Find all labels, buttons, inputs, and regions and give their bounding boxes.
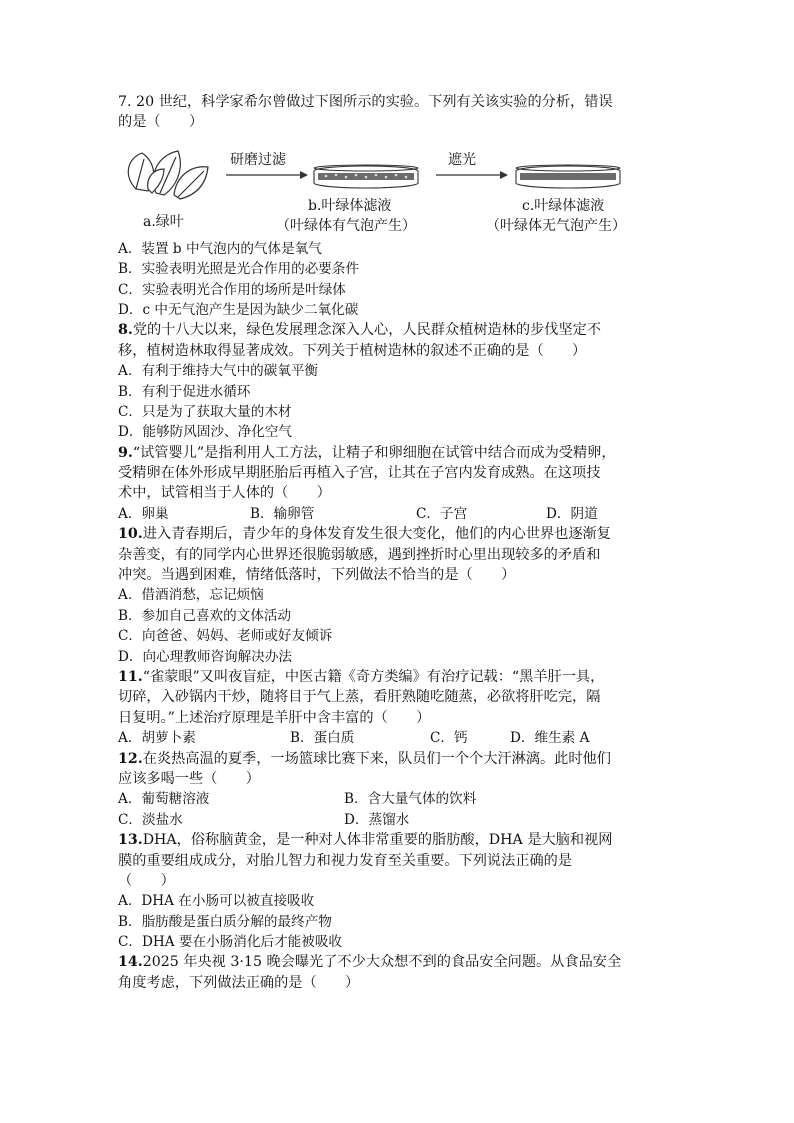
q13-stem-cont: 膜的重要组成成分，对胎儿智力和视力发育至关重要。下列说法正确的是	[118, 852, 573, 869]
q9-stem	[118, 443, 688, 463]
q9-options	[118, 504, 688, 524]
q9-option-a: A．卵巢	[118, 505, 169, 522]
q9-stem-cont-2: 术中，试管相当于人体的（ ）	[118, 485, 331, 502]
q13-option-b: B．脂肪酸是蛋白质分解的最终产物	[118, 913, 332, 930]
q13-number: 13.	[118, 832, 143, 849]
q10-stem-cont-2: 冲突。当遇到困难，情绪低落时，下列做法不恰当的是（ ）	[118, 567, 516, 584]
q7-stem-cont: 的是（ ）	[118, 114, 204, 131]
q14-stem	[118, 952, 688, 972]
q13-stem	[118, 830, 688, 850]
q12-stem	[118, 749, 688, 769]
petri-dish-b-icon	[314, 165, 418, 188]
q9-option-b: B．输卵管	[250, 505, 315, 522]
dish-c-label: c.叶绿体滤液	[522, 197, 605, 214]
q9-option-c: C．子宫	[416, 505, 468, 522]
q8-stem-cont: 移，植树造林取得显著成效。下列关于植树造林的叙述不正确的是（ ）	[118, 342, 587, 359]
q13-stem-text: DHA，俗称脑黄金，是一种对人体非常重要的脂肪酸，DHA 是大脑和视网	[142, 832, 613, 849]
q8-stem	[118, 320, 688, 340]
q10-stem	[118, 524, 688, 544]
leaf-label: a.绿叶	[143, 213, 184, 230]
q10-option-a: A．借酒消愁，忘记烦恼	[118, 587, 264, 604]
q11-stem-cont-2: 日复明。”上述治疗原理是羊肝中含丰富的（ ）	[118, 709, 431, 726]
q11-stem	[118, 667, 688, 687]
dish-c-note: （叶绿体无气泡产生）	[486, 217, 626, 234]
q13-stem-cont-2: （ ）	[118, 872, 175, 889]
q11-option-d: D．维生素 A	[510, 730, 590, 747]
q8-option-d: D．能够防风固沙、净化空气	[118, 424, 293, 441]
q7-option-a: A．装置 b 中气泡内的气体是氧气	[118, 240, 322, 257]
q10-option-d: D．向心理教师咨询解决办法	[118, 648, 293, 665]
q14-stem-cont: 角度考虑，下列做法正确的是（ ）	[118, 974, 360, 991]
q11-options	[118, 728, 688, 748]
arrow-2-label: 遮光	[448, 151, 476, 168]
q12-number: 12.	[118, 750, 143, 767]
q8-option-c: C．只是为了获取大量的木材	[118, 403, 292, 420]
q11-option-c: C．钙	[430, 730, 468, 747]
q11-stem-text: “雀蒙眼”又叫夜盲症，中医古籍《奇方类编》有治疗记载：“黑羊肝一具，	[142, 668, 605, 685]
q11-stem-cont: 切碎，入砂锅内干炒，随将目于气上蒸，看肝熟随吃随蒸，必欲将肝吃完，隔	[118, 689, 601, 706]
q12-option-d: D．蒸馏水	[344, 811, 410, 828]
q7-stem: 7. 20 世纪，科学家希尔曾做过下图所示的实验。下列有关该实验的分析，错误	[118, 94, 613, 110]
green-leaves-icon	[128, 151, 208, 199]
q11-number: 11.	[118, 668, 143, 685]
q9-stem-cont: 受精卵在体外形成早期胚胎后再植入子宫，让其在子宫内发育成熟。在这项技	[118, 465, 601, 482]
q8-stem-text: 党的十八大以来，绿色发展理念深入人心，人民群众植树造林的步伐坚定不	[132, 322, 602, 339]
q13-option-a: A．DHA 在小肠可以被直接吸收	[118, 893, 315, 910]
q8-option-a: A．有利于维持大气中的碳氧平衡	[118, 363, 319, 380]
q7-option-b: B．实验表明光照是光合作用的必要条件	[118, 261, 360, 278]
q12-options-row-2	[118, 810, 688, 830]
arrow-1-label: 研磨过滤	[230, 151, 286, 168]
q14-stem-text: 2025 年央视 3·15 晚会曝光了不少大众想不到的食品安全问题。从食品安全	[142, 954, 622, 971]
hill-experiment-diagram	[118, 137, 688, 235]
petri-dish-c-icon	[516, 165, 620, 188]
q7-option-c: C．实验表明光合作用的场所是叶绿体	[118, 281, 346, 298]
q14-number: 14.	[118, 954, 143, 971]
q10-option-b: B．参加自己喜欢的文体活动	[118, 607, 292, 624]
q8-option-b: B．有利于促进水循环	[118, 383, 251, 400]
q12-option-c: C．淡盐水	[118, 811, 183, 828]
worksheet	[118, 92, 688, 993]
q13-option-c: C．DHA 要在小肠消化后才能被吸收	[118, 934, 343, 951]
q9-option-d: D．阴道	[546, 505, 598, 522]
q10-option-c: C．向爸爸、妈妈、老师或好友倾诉	[118, 628, 333, 645]
q10-number: 10.	[118, 526, 143, 543]
q12-stem-text: 在炎热高温的夏季，一场篮球比赛下来，队员们一个个大汗淋漓。此时他们	[142, 750, 611, 767]
q10-stem-text: 进入青春期后，青少年的身体发育发生很大变化，他们的内心世界也逐渐复	[142, 526, 611, 543]
dish-b-note: （叶绿体有气泡产生）	[276, 217, 416, 234]
q12-option-a: A．葡萄糖溶液	[118, 791, 210, 808]
q12-options-row-1	[118, 789, 688, 809]
q11-option-b: B．蛋白质	[290, 730, 355, 747]
q11-option-a: A．胡萝卜素	[118, 730, 196, 747]
q9-number: 9.	[118, 444, 133, 461]
q10-stem-cont: 杂善变，有的同学内心世界还很脆弱敏感，遇到挫折时心里出现较多的矛盾和	[118, 546, 601, 563]
q8-number: 8.	[118, 322, 133, 339]
q7-option-d: D．c 中无气泡产生是因为缺少二氧化碳	[118, 301, 359, 318]
dish-b-label: b.叶绿体滤液	[308, 197, 392, 214]
q12-stem-cont: 应该多喝一些（ ）	[118, 770, 260, 787]
q9-stem-text: “试管婴儿”是指利用人工方法，让精子和卵细胞在试管中结合而成为受精卵，	[132, 444, 616, 461]
q12-option-b: B．含大量气体的饮料	[344, 791, 477, 808]
